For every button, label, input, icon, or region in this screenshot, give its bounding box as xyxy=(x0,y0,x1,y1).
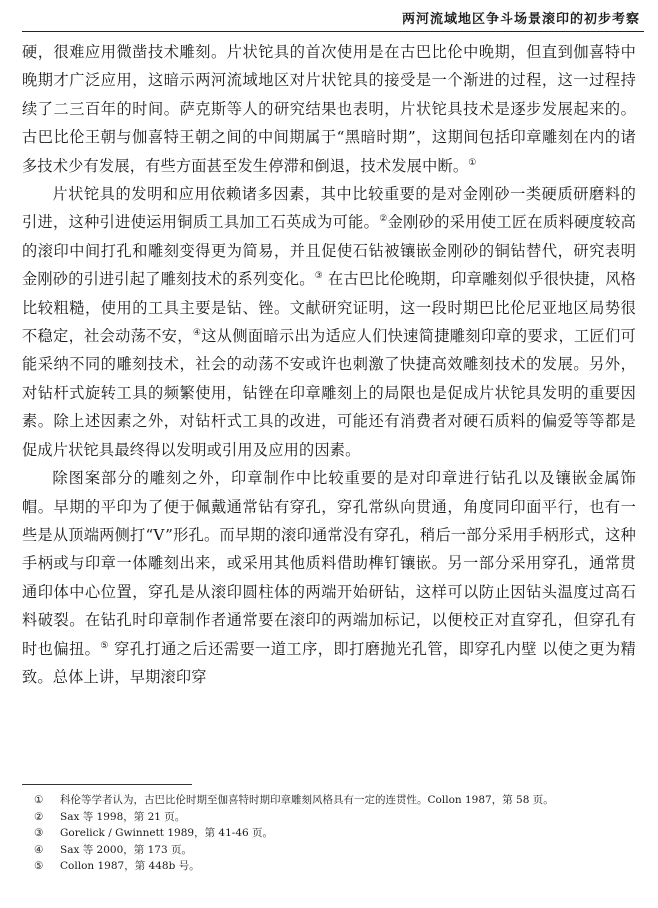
footnote-text: Sax 等 1998，第 21 页。 xyxy=(60,810,186,823)
footnote-2 xyxy=(22,809,636,826)
text-run: 在古巴比伦晚期，印章雕刻似乎很快捷，风格比较粗糙，使用的工具主要是钻、锉。文献研究证明，这一段时期巴比伦尼亚地区局势很不稳定，社会动荡不安， xyxy=(22,270,636,346)
text-run: 片状铊具的发明和应用依赖诸多因素，其中比较重要的是对金刚砂一类硬质研磨料的引进，这种引进使运用铜质工具加工石英成为可能。 xyxy=(22,185,636,232)
text-run: 金刚砂的采用使工匠在质料硬度较高的滚印中间打孔和雕刻变得更为简易，并且促使石钻被镶嵌金刚砂的铜钻替代，研究表明金刚砂的引进引起了雕刻技术的系列变化。 xyxy=(22,213,636,289)
text-run: 穿孔打通之后还需要一道工序，即打磨抛光孔管，即穿孔内壁 以使之更为精致。总体上讲，早期滚印穿 xyxy=(22,639,636,686)
footnote-5 xyxy=(22,858,636,875)
footnote-mark: ④ xyxy=(34,843,44,856)
footnote-text: Sax 等 2000，第 173 页。 xyxy=(60,843,192,856)
footnote-ref-2[interactable]: ② xyxy=(379,214,388,225)
header-rule xyxy=(22,31,644,32)
footnote-text: 科伦等学者认为，古巴比伦时期至伽喜特时期印章雕刻风格具有一定的连贯性。Collon 1987，第 58 页。 xyxy=(60,794,554,806)
footnote-mark: ③ xyxy=(34,827,44,839)
footnotes xyxy=(22,792,636,875)
text-run: 这从侧面暗示出为适应人们快速简捷雕刻印章的要求，工匠们可能采纳不同的雕刻技术，社会的动荡不安或许也刺激了快捷高效雕刻技术的发展。另外，对钻杆式旋转工具的频繁使用，钻锉在印章雕刻上的局限也是促成片状铊具发明的重要因素。除上述因素之外，对钻杆式工具的改进，可能还有消费者对硬石质料的偏爱等等都是促成片状铊具最终得以发明或引用及应用的因素。 xyxy=(22,327,636,459)
paragraph-2 xyxy=(22,180,636,464)
footnote-ref-1[interactable]: ① xyxy=(468,157,477,168)
footnote-text: Gorelick / Gwinnett 1989，第 41-46 页。 xyxy=(60,827,274,839)
paragraph-3 xyxy=(22,464,636,691)
footnote-ref-4[interactable]: ④ xyxy=(192,328,202,338)
footnote-text: Collon 1987，第 448b 号。 xyxy=(60,860,200,872)
footnote-mark: ⑤ xyxy=(34,860,44,872)
text-run: 除图案部分的雕刻之外，印章制作中比较重要的是对印章进行钻孔以及镶嵌金属饰帽。早期的平印为了便于佩戴通常钻有穿孔，穿孔常纵向贯通，角度同印面平行，也有一些是从顶端两侧打“V”形孔。而早期的滚印通常没有穿孔，稍后一部分采用手柄形式，这种手柄或与印章一体雕刻出来，或采用其他质料借助榫钉镶嵌。另一部分采用穿孔，通常贯通印体中心位置，穿孔是从滚印圆柱体的两端开始研钻，这样可以防止因钻头温度过高石料破裂。在钻孔时印章制作者通常要在滚印的两端加标记，以便校正对直穿孔，但穿孔有时也偏扭。 xyxy=(22,469,636,658)
footnote-mark: ① xyxy=(34,794,44,806)
paragraph-1 xyxy=(22,38,636,180)
main-text xyxy=(22,38,636,691)
footnote-3 xyxy=(22,825,636,842)
footnote-4 xyxy=(22,842,636,859)
running-head: 两河流域地区争斗场景滚印的初步考察 xyxy=(401,12,640,27)
footnote-mark: ② xyxy=(34,810,44,823)
footnote-ref-3[interactable]: ③ xyxy=(314,271,323,282)
text-run: 硬，很难应用微凿技术雕刻。片状铊具的首次使用是在古巴比伦中晚期，但直到伽喜特中晚期才广泛应用，这暗示两河流域地区对片状铊具的接受是一个渐进的过程，这一过程持续了二三百年的时间。萨克斯等人的研究结果也表明，片状铊具技术是逐步发展起来的。古巴比伦王朝与伽喜特王朝之间的中间期属于“黑暗时期”，这期间包括印章雕刻在内的诸多技术少有发展，有些方面甚至发生停滞和倒退，技术发展中断。 xyxy=(22,43,636,175)
footnote-rule xyxy=(22,784,192,785)
footnote-ref-5[interactable]: ⑤ xyxy=(100,640,109,651)
footnote-1 xyxy=(22,792,636,809)
